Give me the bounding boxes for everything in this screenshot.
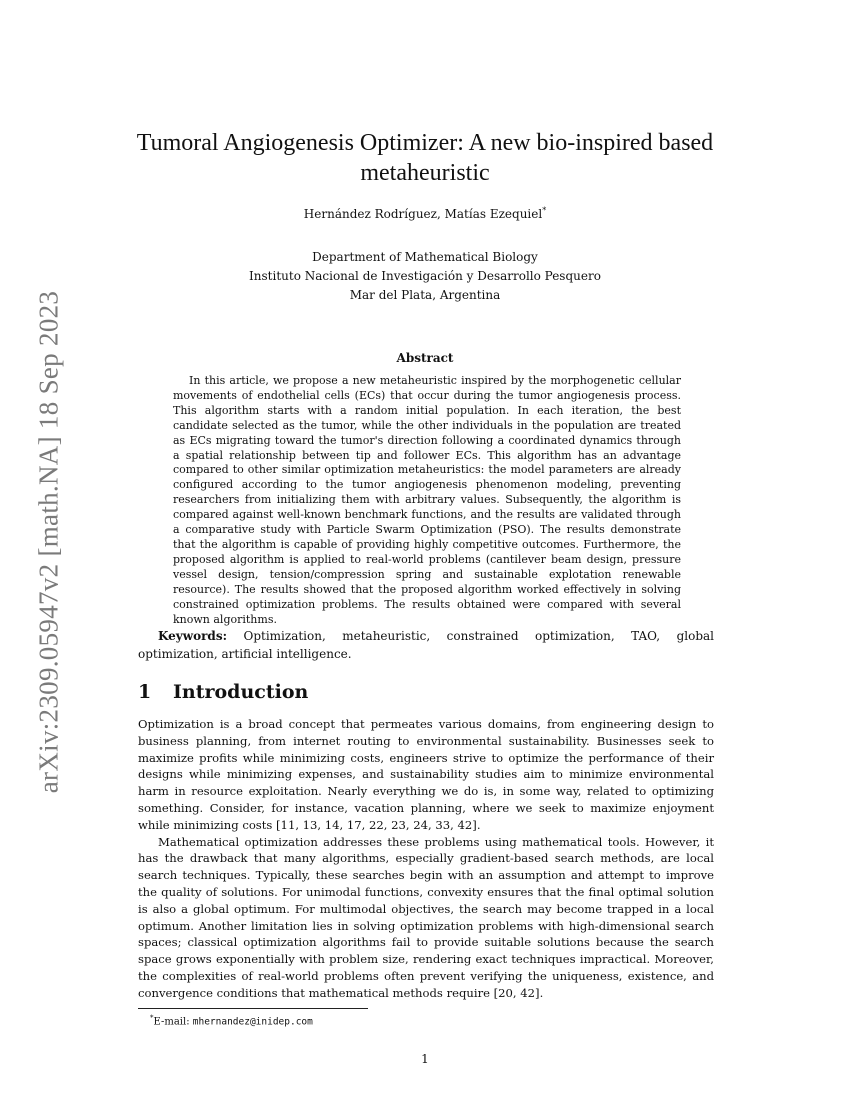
- footnote-rule: [138, 1008, 368, 1009]
- affiliation-institute: Instituto Nacional de Investigación y Desarrollo Pesquero: [249, 269, 601, 283]
- keywords-text: Optimization, metaheuristic, constrained optimization, TAO, global optimization, artificial intelligence.: [138, 629, 714, 661]
- section-number: 1: [138, 681, 152, 703]
- affiliation-block: [110, 248, 740, 305]
- paragraph: Mathematical optimization addresses these problems using mathematical tools. However, it has the drawback that many algorithms, especially gradient-based search methods, are local search techniques. Typically, these searches begin with an assumption and attempt to improve the quality of solutions. For unimodal functions, convexity ensures that the final optimal solution is also a global optimum. For multimodal objectives, the search may become trapped in a local optimum. Another limitation lies in solving optimization problems with high-dimensional search spaces; classical optimization algorithms fail to provide suitable solutions because the search space grows exponentially with problem size, rendering exact techniques impractical. Moreover, the complexities of real-world problems often prevent verifying the uniqueness, existence, and convergence conditions that mathematical methods require [20, 42].: [138, 834, 714, 1000]
- author-footnote-marker: *: [542, 206, 547, 215]
- author-names: Hernández Rodríguez, Matías Ezequiel: [303, 207, 543, 221]
- affiliation-location: Mar del Plata, Argentina: [349, 288, 501, 302]
- abstract-heading: Abstract: [396, 351, 454, 365]
- footnote-email[interactable]: mhernandez@inidep.com: [192, 1016, 313, 1028]
- affiliation-dept: Department of Mathematical Biology: [312, 250, 538, 264]
- arxiv-identifier: arXiv:2309.05947v2 [math.NA] 18 Sep 2023: [33, 290, 64, 794]
- section-title: Introduction: [173, 681, 309, 703]
- paragraph: Optimization is a broad concept that permeates various domains, from engineering design to business planning, from internet routing to environmental sustainability. Businesses seek to maximize profits while minimizing costs, engineers strive to optimize the performance of their designs while minimizing expenses, and sustainability studies aim to minimize environmental harm in resource exploitation. Nearly everything we do is, in some way, related to optimizing something. Consider, for instance, vacation planning, where we seek to maximize enjoyment while minimizing costs [11, 13, 14, 17, 22, 23, 24, 33, 42].: [138, 717, 714, 832]
- arxiv-sidebar: [0, 0, 90, 1100]
- section-body: [138, 716, 714, 1002]
- footnote-marker: *: [150, 1014, 154, 1022]
- footnote: [150, 1014, 313, 1027]
- section-heading: [138, 681, 308, 703]
- footnote-label: E-mail:: [153, 1016, 193, 1028]
- paper-title: Tumoral Angiogenesis Optimizer: A new bio-inspired based metaheuristic: [136, 130, 714, 186]
- keywords-label: Keywords:: [158, 629, 228, 643]
- keywords-line: [138, 627, 714, 663]
- page-number: 1: [421, 1052, 429, 1066]
- abstract-text: In this article, we propose a new metaheuristic inspired by the morphogenetic cellular movements of endothelial cells (ECs) that occur during the tumor angiogenesis process. This algorithm starts with a random initial population. In each iteration, the best candidate selected as the tumor, while the other individuals in the population are treated as ECs migrating toward the tumor's direction following a coordinated dynamics through a spatial relationship between tip and follower ECs. This algorithm has an advantage compared to other similar optimization metaheuristics: the model parameters are already configured according to the tumor angiogenesis phenomenon modeling, preventing researchers from initializing them with arbitrary values. Subsequently, the algorithm is compared against well-known benchmark functions, and the results are validated through a comparative study with Particle Swarm Optimization (PSO). The results demonstrate that the algorithm is capable of providing highly competitive outcomes. Furthermore, the proposed algorithm is applied to real-world problems (cantilever beam design, pressure vessel design, tension/compression spring and sustainable explotation renewable resource). The results showed that the proposed algorithm worked effectively in solving constrained optimization problems. The results obtained were compared with several known algorithms.: [173, 374, 681, 626]
- author-line: [110, 206, 740, 221]
